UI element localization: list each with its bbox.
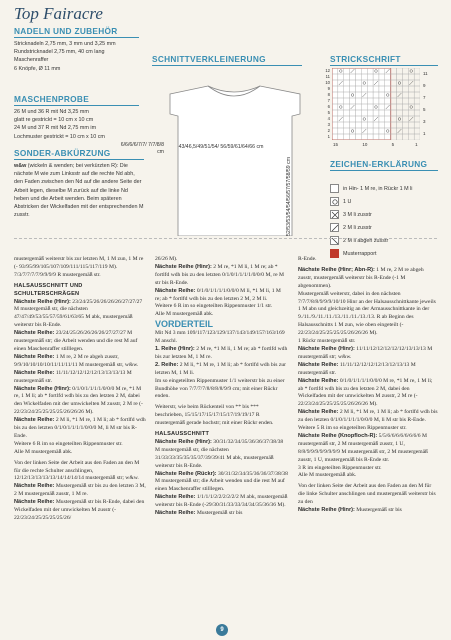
abbrev-section: [14, 148, 144, 219]
row-label: Nächste Reihe:: [14, 330, 55, 337]
shoulder-label: 6/6/6/6/7/7/ 7/7/8/8 cm: [120, 142, 164, 155]
text-paragraph: Alle M mustergemäß abk.: [14, 448, 73, 455]
materials-line: Maschenraffer: [14, 57, 49, 64]
yarn-over-icon: [330, 197, 339, 206]
chart-cell: [397, 74, 403, 80]
text-paragraph: 30/31/32/34/35/36/36/37/38/38 M mustergemäß str, die nächsten 31/33/33/35/35/35/37/39/39/41 M abk, mustergemäß weiterstr bis R-Ende.: [155, 438, 284, 469]
materials-line: 6 Knöpfe, Ø 11 mm: [14, 65, 61, 72]
chart-cell: [414, 74, 420, 80]
chart-row-number: 1: [327, 134, 330, 139]
chart-row-number: 5: [327, 110, 330, 115]
chart-cell: [391, 86, 397, 92]
row-label: Nächste Reihe:: [298, 361, 339, 368]
section-heading: VORDERTEIL: [155, 319, 214, 330]
yarn-over-symbol: [410, 106, 413, 109]
chart-cell: [414, 104, 420, 110]
chart-column-number: 15: [333, 142, 339, 147]
chart-right-number: 9: [423, 83, 426, 88]
chart-cell: [397, 68, 403, 74]
chart-cell: [397, 86, 403, 92]
chart-row-number: 3: [327, 122, 330, 127]
row-label: Nächste Reihe (Hinr; Abn-R):: [298, 266, 375, 273]
row-label: Nächste Reihe:: [155, 494, 196, 501]
decrease-symbol: [409, 117, 413, 121]
text-paragraph: mustergemäß weiterstr bis zur letzten M, 1 M zun, 1 M re (- 93/95/99/105/107/109/111/115/117/119 M).: [14, 256, 144, 270]
legend-item: 2 M li abgeh zusstr: [330, 236, 440, 245]
text-paragraph: Mustergemäß weiterstr, dabei in den nächsten 7/7/7/8/8/9/9/9/10/10 Hinr an der Halsausschnittkante jeweils 1 M abn und gleichzeitig an der Armausschnittkante in der 9./11./9./11./11./13./11./11./13./13. R ab Beginn des Halsausschnitts 1 M zun, wie oben eingeteilt (- 22/23/24/25/25/25/25/26/26/26 M).: [298, 290, 436, 337]
chart-cell: [414, 98, 420, 104]
yarn-over-symbol: [398, 118, 401, 121]
text-paragraph: 1/1/1/1/2/2/2/2/2/2 M abk, mustergemäß weiterstr bis R-Ende (-29/30/31/33/33/34/34/35/36/36 M).: [155, 494, 288, 509]
chart-cell: [397, 110, 403, 116]
text-paragraph: Alle M mustergemäß abk.: [155, 311, 214, 318]
materials-line: Rundstricknadel 2,75 mm, 40 cm lang: [14, 49, 105, 56]
text-paragraph: 1 Rückr mustergemäß str.: [298, 338, 356, 345]
row-label: Nächste Reihe:: [298, 409, 339, 416]
chart-right-number: 3: [423, 119, 426, 124]
text-paragraph: 1 M re, 2 M re abgeh zusstr, 9/9/10/10/10/10/11/11/11/11 M mustergemäß str, w&w.: [14, 353, 139, 368]
decrease-symbol: [398, 129, 402, 133]
row-label: Nächste Reihe:: [155, 287, 196, 294]
chart-cell: [408, 134, 414, 140]
text-paragraph: Im so eingeteilten Rippenmuster 1/1 weiterstr bis zu einer Bundhöhe von 7/7/7/7/8/8/8/8/9/9 cm; mit einer Rückr enden.: [155, 377, 285, 400]
chart-cell: [402, 122, 408, 128]
column-2: [155, 256, 288, 518]
chart-header: STRICKSCHRIFT: [330, 54, 438, 66]
chart-cell: [391, 80, 397, 86]
text-paragraph: Weitere 6 R im so eingeteilten Rippenmuster 1/1 str.: [155, 303, 273, 310]
chart-cell: [414, 86, 420, 92]
materials-section: [14, 26, 139, 73]
chart-cell: [397, 134, 403, 140]
chart-cell: [414, 110, 420, 116]
text-paragraph: Mustergemäß str bis: [195, 510, 243, 517]
text-paragraph: Weitere 6 R im so eingeteilten Rippenmuster str.: [14, 440, 123, 447]
text-paragraph: Mustergemäß str bis zu den letzten 3 M, 2 M mustergemäß zusstr, 1 M re.: [14, 483, 146, 498]
chart-cell: [391, 110, 397, 116]
chart-cell: [402, 80, 408, 86]
divider: [14, 238, 437, 239]
row-label: Nächste Reihe:: [155, 510, 196, 517]
chart-cell: [414, 92, 420, 98]
knit-symbol-icon: [330, 184, 339, 193]
text-paragraph: Mustergemäß str bis: [354, 507, 402, 514]
chart-right-numbers: [423, 68, 433, 140]
legend-item: 3 M li zusstr: [330, 210, 440, 219]
gauge-line: Lochmuster gestrickt = 10 cm x 10 cm: [14, 133, 105, 140]
chart-right-number: 5: [423, 107, 426, 112]
text-paragraph: 23/24/25/26/26/26/26/27/27/27 M mustergemäß str; die Arbeit wenden und die rest M auf einen Maschenraffer stilllegen.: [14, 330, 138, 352]
chart-row-number: 7: [327, 98, 330, 103]
legend-item: 2 M li zusstr: [330, 223, 440, 232]
chart-cell: [402, 92, 408, 98]
decrease-symbol: [398, 93, 402, 97]
chart-cell: [402, 134, 408, 140]
text-paragraph: 2 M re, *1 M li, 1 M re; ab * fortlfd wdh bis zur letzten M, 1 M re.: [155, 345, 288, 360]
chart-cell: [391, 104, 397, 110]
p2tog-icon: [330, 223, 339, 232]
chart-row-number: 4: [327, 116, 330, 121]
chart-cell: [408, 98, 414, 104]
text-paragraph: 11/11/12/12/12/12/13/13/13/13 M mustergemäß str.: [14, 369, 132, 384]
text-paragraph: Weiterstr, wie beim Rückenteil von ** bis *** beschrieben, 15/15/17/15/17/15/17/19/19/17 R mustergemäß gerade hochstr; mit einer Rückr enden.: [155, 404, 274, 427]
row-label: 2. Reihe:: [155, 361, 179, 368]
text-paragraph: Von der linken Seite der Arbeit aus den Faden an den M für die rechte Schulter anschlingen, 12/12/13/13/13/13/14/14/14/14 mustergemäß str; w&w.: [14, 459, 140, 482]
chart-cell: [391, 134, 397, 140]
chart-right-number: 11: [423, 71, 428, 76]
row-label: Nächste Reihe:: [14, 499, 55, 506]
chart-cell: [391, 98, 397, 104]
text-paragraph: Mit Nd 3 mm 109/117/123/129/137/143/149/157/163/169 M anschl.: [155, 330, 285, 345]
chart-column-number: 10: [362, 142, 368, 147]
chart-cell: [408, 92, 414, 98]
legend-item: Musterrapport: [330, 249, 440, 258]
section-heading: HALSAUSSCHNITT UND SCHULTERSCHRÄGEN: [14, 282, 83, 297]
chart-cell: [414, 80, 420, 86]
chart-cell: [408, 110, 414, 116]
chart-row-number: 2: [327, 128, 330, 133]
chart-cell: [402, 104, 408, 110]
chart-cell: [414, 128, 420, 134]
row-label: Nächste Reihe (Hinr):: [155, 438, 212, 445]
chart-row-number: 9: [327, 86, 330, 91]
chart-cell: [391, 116, 397, 122]
schematic-header: SCHNITTVERKLEINERUNG: [152, 54, 302, 66]
legend-header: ZEICHEN-ERKLÄRUNG: [330, 160, 438, 171]
row-label: Nächste Reihe (Rückr):: [155, 470, 217, 477]
row-label: Nächste Reihe:: [14, 369, 55, 376]
yarn-over-symbol: [398, 82, 401, 85]
chart-cell: [397, 98, 403, 104]
chart-cell: [397, 80, 403, 86]
chart-row-number: 10: [325, 80, 330, 85]
chart-cell: [397, 122, 403, 128]
chart-bottom-numbers: [332, 142, 420, 150]
chart-cell: [397, 104, 403, 110]
page-number: 9: [216, 624, 228, 636]
gauge-line: 24 M und 37 R mit Nd 2,75 mm im: [14, 125, 97, 132]
chart-cell: [402, 74, 408, 80]
chart-row-number: 8: [327, 92, 330, 97]
materials-line: Stricknadeln 2,75 mm, 3 mm und 3,25 mm: [14, 41, 116, 47]
text-paragraph: 2 M re, *1 M li, 1 M re; ab * fortlfd wdh bis zu den letzten 0/1/0/1/1/1/1/0/0/0 M, re M str bis R-Ende.: [155, 263, 284, 286]
materials-header: NADELN UND ZUBEHÖR: [14, 26, 139, 38]
text-paragraph: 11/11/12/12/12/12/12/13/13/13 M mustergemäß str; w&w.: [298, 345, 433, 360]
abbrev-text: (wickeln & wenden; bei verkürzten R): Die nächste M wie zum Linksstr auf die rechte Nd abh, den Faden zwischen den Nd auf die andere Seite der Arbeit legen, dieselbe M zurück auf die linke Nd heben und die Arbeit wenden. Beim späteren Abstricken der Wickelfaden mit der entsprechenden M zusstr.: [14, 163, 144, 219]
chart-cell: [402, 128, 408, 134]
row-label: Nächste Reihe (Hinr):: [155, 263, 212, 270]
chart-row-number: 12: [325, 68, 330, 73]
legend-list: [330, 184, 440, 262]
text-paragraph: 2 M li, *1 M re, 1 M li; ab * fortlfd wdh bis zu den letzten 0/1/0/1/1/1/1/0/0/0 M, li M str bis R-Ende.: [14, 417, 146, 439]
abbrev-term: w&w: [14, 163, 27, 169]
chart-cell: [408, 74, 414, 80]
chart-cell: [402, 86, 408, 92]
length-label: 52/53/53/54/54/56/57/57/58/59 cm: [286, 156, 292, 236]
text-paragraph: 5/5/6/6/6/6/6/6/6/6 M mustergemäß str, 2 M mustergemäß zusstr, 1 U, 8/8/9/9/9/9/9/9/9/9 M mustergemäß str, 2 M mustergemäß zusstr, 1 U, mustergemäß bis R-Ende str.: [298, 432, 428, 463]
text-paragraph: Von der linken Seite der Arbeit aus den Faden an den M für die linke Schulter anschlingen und mustergemäß weiterstr bis zu den: [298, 483, 436, 506]
row-label: Nächste Reihe:: [14, 417, 55, 424]
chart-row-number: 6: [327, 104, 330, 109]
chart-cell: [402, 98, 408, 104]
text-paragraph: R-Ende.: [298, 256, 317, 262]
chart-cell: [391, 128, 397, 134]
text-paragraph: 3 R im eingeteilten Rippenmuster str.: [298, 464, 382, 471]
yarn-over-symbol: [410, 70, 413, 73]
text-paragraph: 0/1/0/1/1/1/1/0/0/0 M re, *1 M re, 1 M li; ab * fortlfd wdh bis zu den letzten 2 M, dabei den Wickelfaden mit der umwickelten M zusstr, 2 M re (- 22/23/24/25/25/25/25/26/26/26 M).: [14, 385, 143, 416]
decrease-symbol: [409, 81, 413, 85]
chart-cell: [391, 74, 397, 80]
chart-cell: [414, 134, 420, 140]
chart-cell: [391, 68, 397, 74]
chart-column-number: 5: [391, 142, 395, 147]
chart-right-number: 1: [423, 131, 426, 136]
text-paragraph: Weitere 5 R im so eingeteilten Rippenmuster str.: [298, 425, 407, 432]
text-paragraph: Alle M mustergemäß abk.: [298, 472, 357, 479]
chart-column-number: 1: [415, 142, 418, 147]
text-paragraph: 30/31/32/34/35/36/36/37/38/38 M mustergemäß str; die Arbeit wenden und die rest M auf einen Maschenraffer stilllegen.: [155, 470, 288, 493]
abbrev-header: SONDER-ABKÜRZUNG: [14, 148, 144, 160]
section-heading: HALSAUSSCHNITT: [155, 431, 210, 438]
text-paragraph: 26/26 M).: [155, 256, 178, 262]
row-label: Nächste Reihe (Hinr):: [298, 507, 355, 514]
chart-cell: [408, 128, 414, 134]
stitch-chart: [332, 68, 420, 140]
text-paragraph: 23/24/25/26/26/26/26/27/27/27 M mustergemäß str, die nächsten 47/47/49/53/55/57/59/61/63/65 M abk, mustergemäß weiterstr bis R-Ende.: [14, 298, 143, 329]
chart-cell: [402, 110, 408, 116]
chart-cell: [414, 122, 420, 128]
text-paragraph: 11/11/12/12/12/12/13/12/13/13 M mustergemäß str.: [298, 361, 416, 376]
legend-item: in Hin- 1 M re, in Rückr 1 M li: [330, 184, 440, 193]
row-label: Nächste Reihe (Hinr):: [298, 345, 355, 352]
row-label: 1. Reihe (Hinr):: [155, 345, 195, 352]
column-1: [14, 256, 147, 523]
chart-cell: [408, 122, 414, 128]
chart-cell: [391, 122, 397, 128]
text-paragraph: Mustergemäß str bis R-Ende, dabei den Wickelfaden mit der umwickelten M zusstr (- 22/23/24/25/25/25/25/26/: [14, 499, 145, 521]
text-paragraph: 2 M li, *1 M re, 1 M li; ab * fortlfd wdh bis zu den letzten 0/1/0/1/1/1/1/0/0/0 M, li M str bis R-Ende.: [298, 409, 438, 424]
text-paragraph: 2 M li, *1 M re, 1 M li; ab * fortlfd wdh bis zur letzten M, 1 M li.: [155, 361, 286, 376]
row-label: Nächste Reihe:: [298, 377, 339, 384]
row-label: Nächste Reihe (Hinr):: [14, 298, 71, 305]
chart-cell: [408, 68, 414, 74]
chart-cell: [414, 68, 420, 74]
chart-cell: [402, 68, 408, 74]
row-label: Nächste Reihe:: [14, 353, 55, 360]
chart-cell: [414, 116, 420, 122]
chart-cell: [397, 116, 403, 122]
text-paragraph: 0/1/0/1/1/1/1/0/0/0 M re, *1 M re, 1 M li; ab * fortlfd wdh bis zu den letzten 2 M, dabei den Wickelfaden mit der umwickelten M zusstr, 2 M re (- 22/23/24/25/25/25/25/26/26/26 M).: [298, 377, 433, 408]
gauge-line: 26 M und 36 R mit Nd 3,25 mm: [14, 109, 89, 115]
chart-cell: [402, 116, 408, 122]
row-label: Nächste Reihe (Knopfloch-R):: [298, 432, 378, 439]
text-paragraph: 1 M re, 2 M re abgeh zusstr, mustergemäß weiterstr bis R-Ende (-1 M abgenommen).: [298, 266, 424, 289]
column-3: [298, 256, 438, 515]
chart-row-numbers: [320, 68, 330, 140]
row-label: Nächste Reihe (Hinr):: [14, 385, 71, 392]
chart-row-number: 11: [325, 74, 330, 79]
row-label: Nächste Reihe:: [14, 483, 55, 490]
chart-cell: [408, 86, 414, 92]
chart-right-number: 7: [423, 95, 426, 100]
gauge-line: glatt re gestrickt = 10 cm x 10 cm: [14, 117, 94, 124]
gauge-section: [14, 94, 139, 141]
gauge-header: MASCHENPROBE: [14, 94, 139, 106]
chart-cell: [408, 104, 414, 110]
p3tog-icon: [330, 210, 339, 219]
text-paragraph: 7/3/7/7/7/7/9/9/9/9 R mustergemäß str.: [14, 271, 101, 278]
page-title: Top Fairacre: [14, 4, 103, 23]
chart-cell: [391, 92, 397, 98]
legend-item: 1 U: [330, 197, 440, 206]
text-paragraph: 0/1/0/1/1/1/1/0/0/0 M li, *1 M li, 1 M re; ab * fortlfd wdh bis zu den letzten 2 M, 2 M li.: [155, 287, 281, 302]
chest-label: 43/46,5/49/51/54/ 56/59/61/64/66 cm: [178, 144, 264, 150]
